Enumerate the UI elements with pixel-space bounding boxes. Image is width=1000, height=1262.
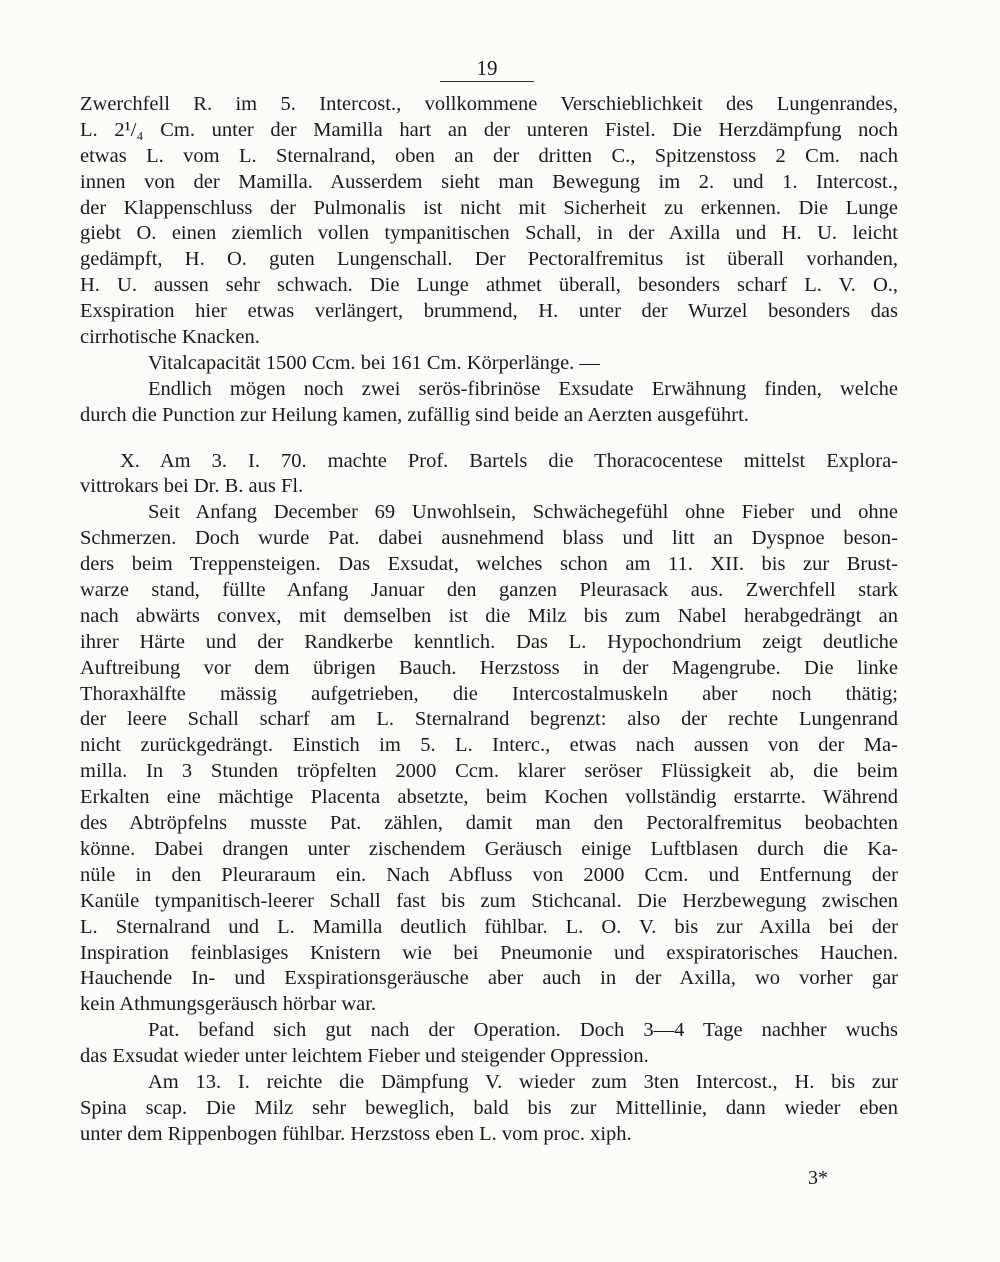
text-line: Thoraxhälfte mässig aufgetrieben, die Intercostalmuskeln aber noch thätig; (80, 682, 898, 705)
text-line: Hauchende In- und Exspirationsgeräusche aber auch in der Axilla, wo vorher gar (80, 967, 898, 990)
section-gap (80, 429, 898, 449)
text-line: Inspiration feinblasiges Knistern wie bei Pneumonie und exspiratorisches Hauchen. (80, 941, 898, 964)
text-line: nüle in den Pleuraraum ein. Nach Abfluss von 2000 Ccm. und Entfernung der (80, 863, 898, 886)
text-line: durch die Punction zur Heilung kamen, zufällig sind beide an Aerzten ausgeführt. (80, 403, 749, 426)
text-line: L. 2¹/₄ Cm. unter der Mamilla hart an der unteren Fistel. Die Herzdämpfung noch (80, 118, 898, 141)
text-line: Vitalcapacität 1500 Ccm. bei 161 Cm. Körperlänge. — (148, 351, 600, 374)
text-line: der Klappenschluss der Pulmonalis ist nicht mit Sicherheit zu erkennen. Die Lunge (80, 196, 898, 219)
text-line: milla. In 3 Stunden tröpfelten 2000 Ccm. klarer seröser Flüssigkeit ab, die beim (80, 760, 898, 783)
text-line: giebt O. einen ziemlich vollen tympanitischen Schall, in der Axilla und H. U. leicht (80, 222, 898, 245)
text-line: des Abtröpfelns musste Pat. zählen, damit man den Pectoralfremitus beobachten (80, 812, 898, 835)
text-line: Exspiration hier etwas verlängert, brummend, H. unter der Wurzel besonders das (80, 300, 898, 323)
text-line: Spina scap. Die Milz sehr beweglich, bald bis zur Mittellinie, dann wieder eben (80, 1096, 898, 1119)
text-line: Auftreibung vor dem übrigen Bauch. Herzstoss in der Magengrube. Die linke (80, 656, 898, 679)
text-line: Am 13. I. reichte die Dämpfung V. wieder zum 3ten Intercost., H. bis zur (148, 1070, 898, 1093)
text-line: der leere Schall scharf am L. Sternalrand begrenzt: also der rechte Lungenrand (80, 708, 898, 731)
text-line: Endlich mögen noch zwei serös-fibrinöse Exsudate Erwähnung finden, welche (148, 377, 898, 400)
text-line: Erkalten eine mächtige Placenta absetzte, beim Kochen vollständig erstarrte. Während (80, 786, 898, 809)
text-line: gedämpft, H. O. guten Lungenschall. Der Pectoralfremitus ist überall vorhanden, (80, 248, 898, 271)
text-line: nicht zurückgedrängt. Einstich im 5. L. Interc., etwas nach aussen von der Ma- (80, 734, 898, 757)
text-line: Schmerzen. Doch wurde Pat. dabei ausnehmend blass und litt an Dyspnoe beson- (80, 527, 898, 550)
text-line: innen von der Mamilla. Ausserdem sieht man Bewegung im 2. und 1. Intercost., (80, 170, 898, 193)
text-line: Zwerchfell R. im 5. Intercost., vollkommene Verschieblichkeit des Lungenrandes, (80, 93, 898, 115)
text-line: ihrer Härte und der Randkerbe kenntlich. Das L. Hypochondrium zeigt deutliche (80, 630, 898, 653)
text-line: L. Sternalrand und L. Mamilla deutlich fühlbar. L. O. V. bis zur Axilla bei der (80, 915, 898, 938)
text-line: Pat. befand sich gut nach der Operation. Doch 3—4 Tage nachher wuchs (148, 1019, 898, 1042)
text-line: H. U. aussen sehr schwach. Die Lunge athmet überall, besonders scharf L. V. O., (80, 274, 898, 297)
text-line: könne. Dabei drangen unter zischendem Geräusch einige Luftblasen durch die Ka- (80, 837, 898, 860)
text-line: unter dem Rippenbogen fühlbar. Herzstoss eben L. vom proc. xiph. (80, 1122, 632, 1145)
text-line: Kanüle tympanitisch-leerer Schall fast bis zum Stichcanal. Die Herzbewegung zwischen (80, 889, 898, 912)
text-line: nach abwärts convex, mit demselben ist die Milz bis zum Nabel herabgedrängt an (80, 604, 898, 627)
text-line: cirrhotische Knacken. (80, 326, 260, 349)
text-line: kein Athmungsgeräusch hörbar war. (80, 993, 377, 1016)
page-number: 19 (440, 56, 534, 82)
signature-mark: 3* (808, 1167, 828, 1189)
text-line: etwas L. vom L. Sternalrand, oben an der dritten C., Spitzenstoss 2 Cm. nach (80, 144, 898, 167)
text-line: das Exsudat wieder unter leichtem Fieber und steigender Oppression. (80, 1045, 649, 1068)
body-text (80, 92, 898, 1148)
text-line: vittrokars bei Dr. B. aus Fl. (80, 475, 304, 498)
text-line: warze stand, füllte Anfang Januar den ganzen Pleurasack aus. Zwerchfell stark (80, 579, 898, 602)
text-line: X. Am 3. I. 70. machte Prof. Bartels die Thoracocentese mittelst Explora- (120, 449, 898, 472)
text-line: Seit Anfang December 69 Unwohlsein, Schwächegefühl ohne Fieber und ohne (148, 501, 898, 524)
text-line: ders beim Treppensteigen. Das Exsudat, welches schon am 11. XII. bis zur Brust- (80, 553, 898, 576)
